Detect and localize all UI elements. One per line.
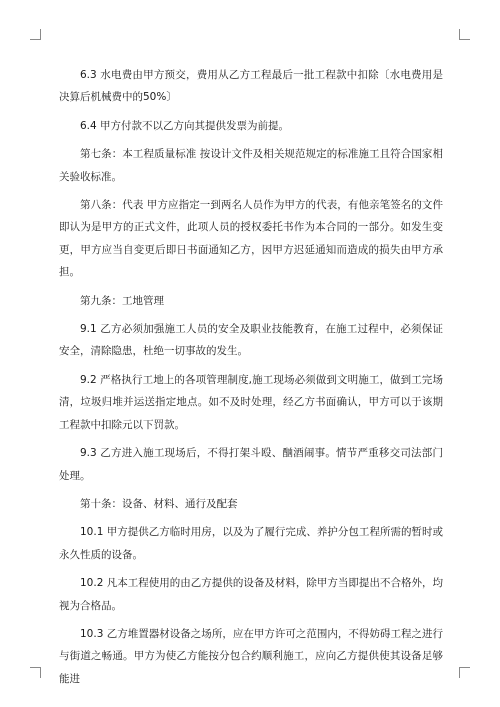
crop-mark-top-left xyxy=(30,29,41,40)
clause-9-2: 9.2 严格执行工地上的各项管理制度,施工现场必须做到文明施工，做到工完场清，垃圾归堆并运送指定地点。如不及时处理，经乙方书面确认，甲方可以于该期工程款中扣除元以下罚款。 xyxy=(59,373,443,431)
crop-mark-top-right xyxy=(459,29,470,40)
article-9-heading: 第九条：工地管理 xyxy=(80,294,164,307)
clause-10-1: 10.1 甲方提供乙方临时用房，以及为了履行完成、养护分包工程所需的暂时或永久性质的设备。 xyxy=(59,526,443,561)
clause-9-1: 9.1 乙方必须加强施工人员的安全及职业技能教育，在施工过程中，必须保证安全，清除隐患，杜绝一切事故的发生。 xyxy=(59,323,443,358)
clause-6-4: 6.4 甲方付款不以乙方向其提供发票为前提。 xyxy=(80,119,290,132)
clause-9-3: 9.3 乙方进入施工现场后，不得打架斗殴、酗酒闹事。情节严重移交司法部门处理。 xyxy=(59,447,443,482)
crop-mark-bottom-right xyxy=(459,667,470,678)
article-8-representative: 第八条：代表 甲方应指定一到两名人员作为甲方的代表，有他亲笔签名的文件即认为是甲方的正式文件，此项人员的授权委托书作为本合同的一部分。如发生变更，甲方应当自变更后即日书面通知乙方，因甲方迟延通知而造成的损失由甲方承担。 xyxy=(59,199,443,279)
clause-10-3: 10.3 乙方堆置器材设备之场所，应在甲方许可之范围内，不得妨碍工程之进行与街道之畅通。甲方为使乙方能按分包合约顺利施工，应向乙方提供使其设备足够能进 xyxy=(59,627,443,685)
article-10-heading: 第十条：设备、材料、通行及配套 xyxy=(80,497,238,510)
article-7-quality-standard: 第七条：本工程质量标准 按设计文件及相关规范规定的标准施工且符合国家相关验收标准。 xyxy=(59,148,443,183)
clause-6-3: 6.3 水电费由甲方预交，费用从乙方工程最后一批工程款中扣除〔水电费用是决算后机械费中的50%〕 xyxy=(59,69,443,104)
document-body xyxy=(59,64,443,696)
clause-10-2: 10.2 凡本工程使用的由乙方提供的设备及材料，除甲方当即提出不合格外，均视为合格品。 xyxy=(59,577,443,612)
crop-mark-bottom-left xyxy=(30,667,41,678)
